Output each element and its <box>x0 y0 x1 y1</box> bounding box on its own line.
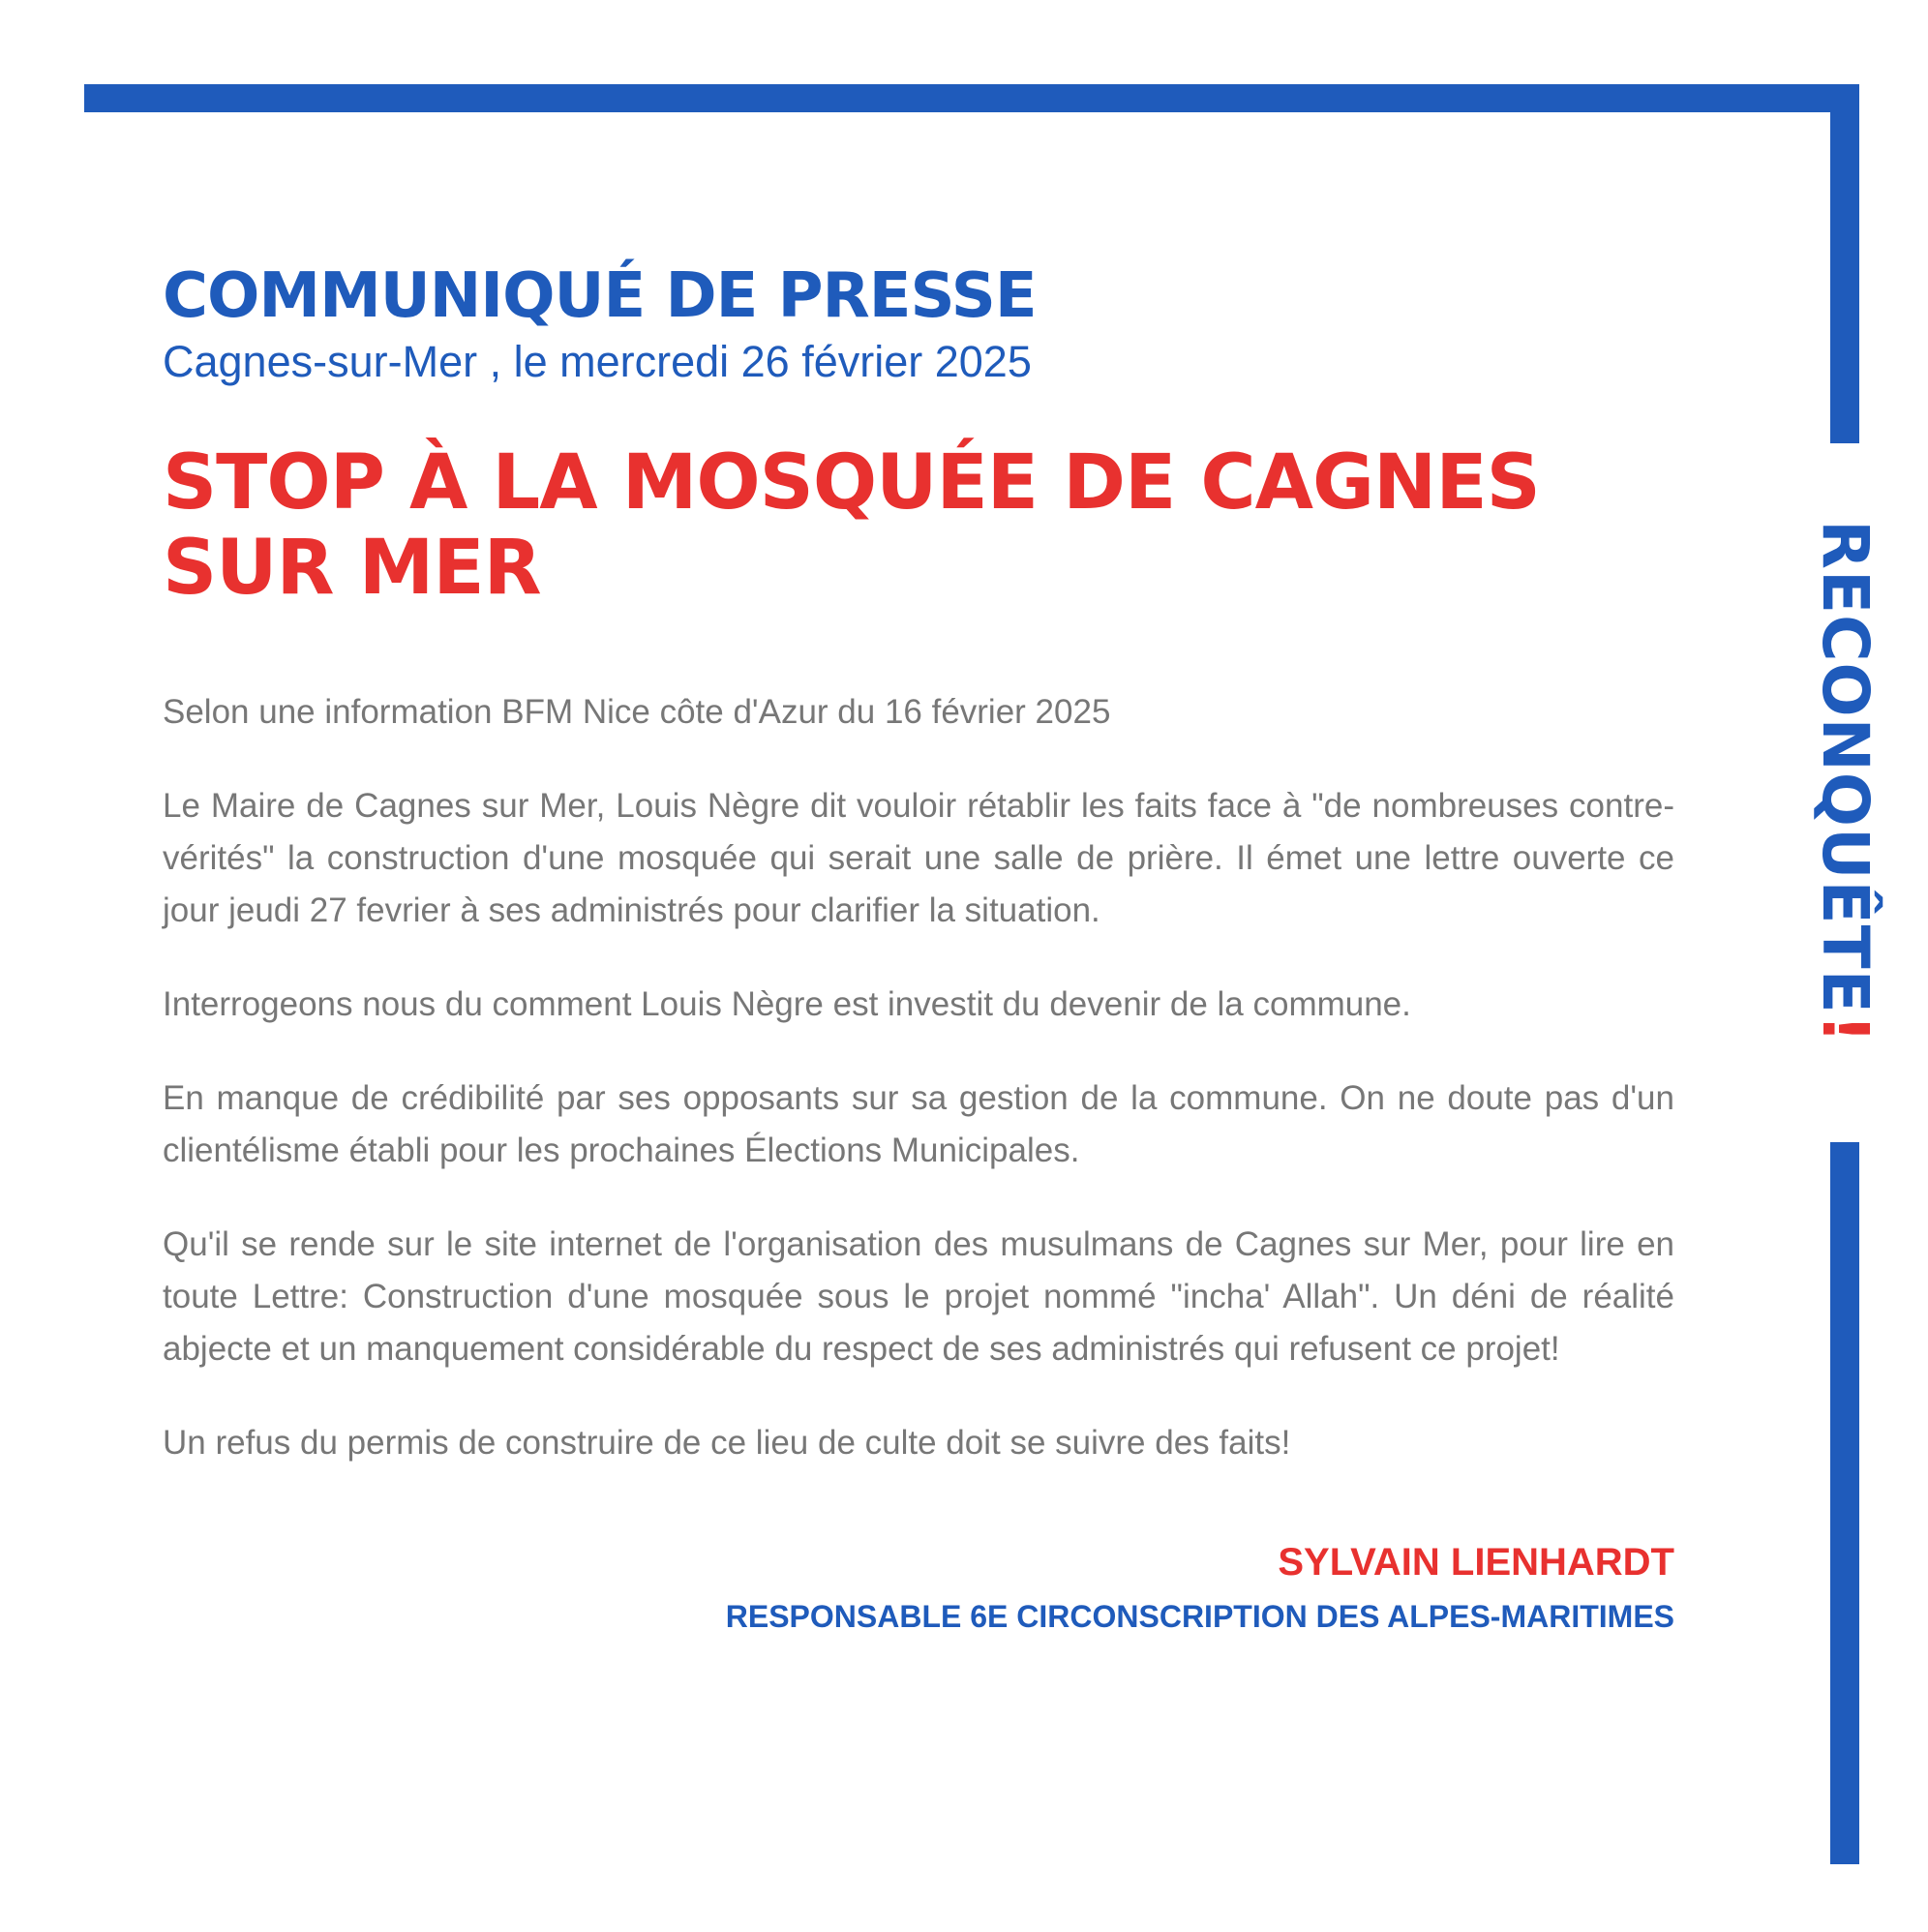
reconquete-logo <box>1808 520 1883 1044</box>
logo-wordmark: RECONQUÊTE <box>1808 520 1883 1014</box>
dateline: Cagnes-sur-Mer , le mercredi 26 février 2025 <box>163 336 1032 386</box>
press-release <box>163 259 1674 1637</box>
body-paragraph: Un refus du permis de construire de ce lieu de culte doit se suivre des faits! <box>163 1423 1291 1462</box>
signature-block <box>163 1537 1674 1638</box>
frame-bar-right-top <box>1830 84 1859 443</box>
signatory-role: RESPONSABLE 6E CIRCONSCRIPTION DES ALPES-MARITIMES <box>725 1598 1674 1634</box>
frame-bar-top <box>84 84 1859 112</box>
headline: STOP À LA MOSQUÉE DE CAGNES SUR MER <box>163 438 1540 612</box>
press-release-kicker: COMMUNIQUÉ DE PRESSE <box>163 260 1037 332</box>
body-paragraph: En manque de crédibilité par ses opposants sur sa gestion de la commune. On ne doute pas d'un clientélisme établi pour les prochaines Élections Municipales. <box>163 1078 1674 1169</box>
logo-exclamation-mark: ! <box>1808 1013 1883 1044</box>
body-paragraph: Qu'il se rende sur le site internet de l'organisation des musulmans de Cagnes sur Mer, pour lire en toute Lettre: Construction d'une mosquée sous le projet nommé "incha' Allah". Un déni de réalité abjecte et un manquement considérable du respect de ses administrés qui refusent ce projet! <box>163 1224 1674 1368</box>
signatory-name: SYLVAIN LIENHARDT <box>1278 1540 1674 1584</box>
body-paragraph: Le Maire de Cagnes sur Mer, Louis Nègre dit vouloir rétablir les faits face à "de nombreuses contre-vérités" la construction d'une mosquée qui serait une salle de prière. Il émet une lettre ouverte ce jour jeudi 27 fevrier à ses administrés pour clarifier la situation. <box>163 786 1674 929</box>
body-paragraph: Selon une information BFM Nice côte d'Azur du 16 février 2025 <box>163 692 1111 731</box>
body-text <box>163 686 1674 1469</box>
frame-bar-right-bottom <box>1830 1142 1859 1864</box>
body-paragraph: Interrogeons nous du comment Louis Nègre est investit du devenir de la commune. <box>163 984 1411 1023</box>
